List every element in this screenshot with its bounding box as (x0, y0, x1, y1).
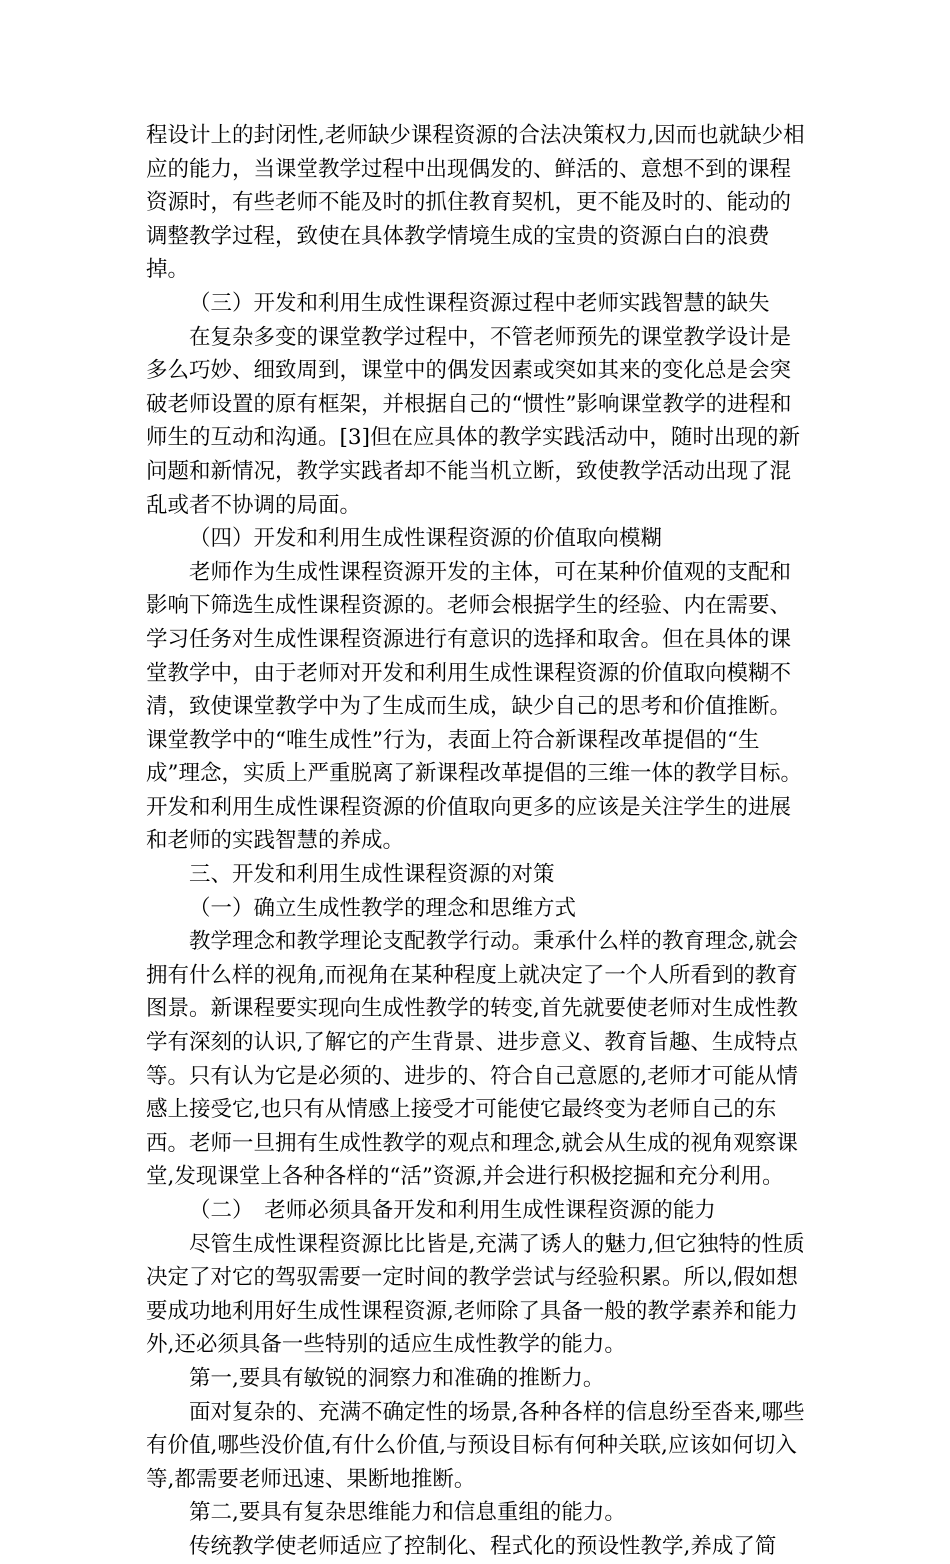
paragraph-continuation: 程设计上的封闭性,老师缺少课程资源的合法决策权力,因而也就缺少相应的能力，当课堂教学过程中出现偶发的、鲜活的、意想不到的课程资源时，有些老师不能及时的抓住教育契机，更不能及时的、能动的调整教学过程，致使在具体教学情境生成的宝贵的资源白白的浪费掉。 (146, 123, 805, 283)
section-heading-4: （四）开发和利用生成性课程资源的价值取向模糊 (189, 526, 663, 552)
paragraph: 教学理念和教学理论支配教学行动。秉承什么样的教育理念,就会拥有什么样的视角,而视角在某种程度上就决定了一个人所看到的教育图景。新课程要实现向生成性教学的转变,首先就要使老师对生成性教学有深刻的认识,了解它的产生背景、进步意义、教育旨趣、生成特点等。只有认为它是必须的、进步的、符合自己意愿的,老师才可能从情感上接受它,也只有从情感上接受才可能使它最终变为老师自己的东西。老师一旦拥有生成性教学的观点和理念,就会从生成的视角观察课堂,发现课堂上各种各样的“活”资源,并会进行积极挖掘和充分利用。 (146, 929, 798, 1190)
chapter-heading-3: 三、开发和利用生成性课程资源的对策 (189, 862, 555, 888)
section-heading-1: （一）确立生成性教学的理念和思维方式 (189, 895, 577, 921)
paragraph: 面对复杂的、充满不确定性的场景,各种各样的信息纷至沓来,哪些有价值,哪些没价值,有什么价值,与预设目标有何种关联,应该如何切入等,都需要老师迅速、果断地推断。 (146, 1399, 805, 1492)
paragraph: 传统教学使老师适应了控制化、程式化的预设性教学,养成了简 (189, 1533, 777, 1559)
section-heading-2: （二） 老师必须具备开发和利用生成性课程资源的能力 (189, 1198, 716, 1223)
section-heading-3: （三）开发和利用生成性课程资源过程中老师实践智慧的缺失 (189, 290, 770, 316)
paragraph: 在复杂多变的课堂教学过程中，不管老师预先的课堂教学设计是多么巧妙、细致周到，课堂中的偶发因素或突如其来的变化总是会突破老师设置的原有框架，并根据自己的“惯性”影响课堂教学的进程和师生的互动和沟通。[3]但在应具体的教学实践活动中，随时出现的新问题和新情况，教学实践者却不能当机立断，致使教学活动出现了混乱或者不协调的局面。 (146, 324, 800, 518)
document-body (146, 119, 808, 1564)
point-heading-1: 第一,要具有敏锐的洞察力和准确的推断力。 (189, 1365, 605, 1391)
point-heading-2: 第二,要具有复杂思维能力和信息重组的能力。 (189, 1500, 626, 1526)
paragraph: 尽管生成性课程资源比比皆是,充满了诱人的魅力,但它独特的性质决定了对它的驾驭需要一定时间的教学尝试与经验积累。所以,假如想要成功地利用好生成性课程资源,老师除了具备一般的教学素养和能力外,还必须具备一些特别的适应生成性教学的能力。 (146, 1231, 805, 1358)
paragraph: 老师作为生成性课程资源开发的主体，可在某种价值观的支配和影响下筛选生成性课程资源的。老师会根据学生的经验、内在需要、学习任务对生成性课程资源进行有意识的选择和取舍。但在具体的课堂教学中，由于老师对开发和利用生成性课程资源的价值取向模糊不清，致使课堂教学中为了生成而生成，缺少自己的思考和价值推断。课堂教学中的“唯生成性”行为，表面上符合新课程改革提倡的“生成”理念，实质上严重脱离了新课程改革提倡的三维一体的教学目标。开发和利用生成性课程资源的价值取向更多的应该是关注学生的进展和老师的实践智慧的养成。 (146, 559, 802, 854)
